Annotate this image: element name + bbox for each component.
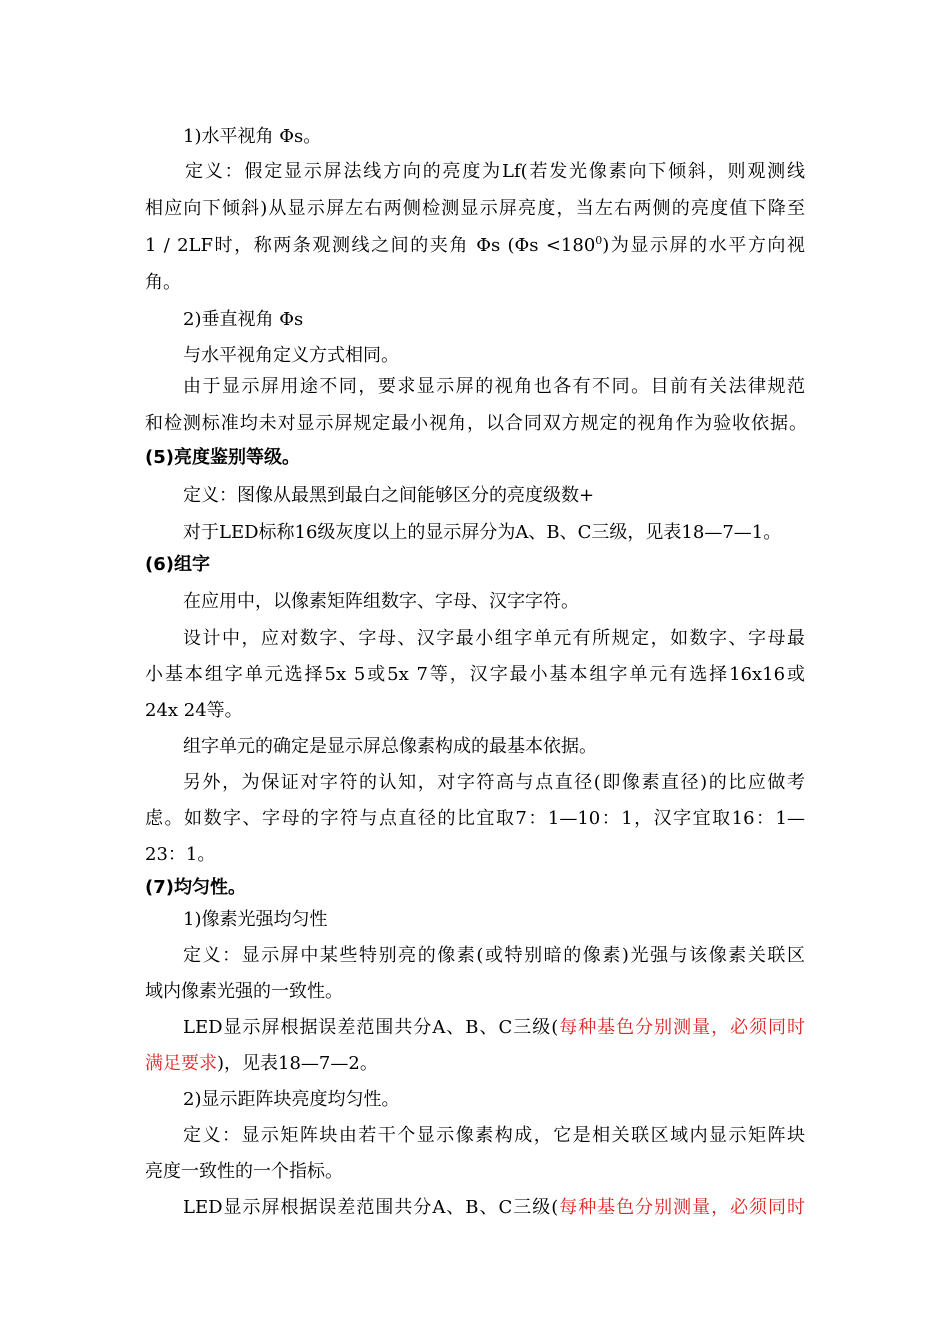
paragraph-line — [183, 1196, 805, 1220]
paragraph-line: 虑。如数字、字母的字符与点直径的比宜取7：1—10：1，汉字宜取16：1— — [145, 808, 805, 829]
paragraph-line: 1)像素光强均匀性 — [183, 909, 328, 930]
line-text: )为显示屏的水平方向视 — [602, 235, 805, 256]
section-heading: (7)均匀性。 — [145, 877, 246, 898]
paragraph-line: 设计中，应对数字、字母、汉字最小组字单元有所规定，如数字、字母最 — [183, 628, 805, 649]
paragraph-line: 1)水平视角 Φs。 — [183, 126, 322, 147]
paragraph-line: 与水平视角定义方式相同。 — [183, 345, 399, 366]
paragraph-line: 域内像素光强的一致性。 — [145, 981, 343, 1002]
paragraph-line: 另外，为保证对字符的认知，对字符高与点直径(即像素直径)的比应做考 — [183, 772, 805, 793]
line-text: 1 / 2LF时，称两条观测线之间的夹角 Φs (Φs <180 — [145, 235, 596, 256]
paragraph-line — [183, 1016, 805, 1040]
paragraph-line: 亮度一致性的一个指标。 — [145, 1161, 343, 1182]
section-heading: (6)组字 — [145, 554, 210, 575]
paragraph-line: 定义：假定显示屏法线方向的亮度为Lf(若发光像素向下倾斜，则观测线 — [185, 161, 805, 182]
paragraph-line: 2)垂直视角 Φs — [183, 309, 304, 330]
highlight-text: 每种基色分别测量，必须同时 — [558, 1017, 806, 1038]
paragraph-line: 组字单元的确定是显示屏总像素构成的最基本依据。 — [183, 736, 597, 757]
degree-superscript: 0 — [595, 234, 603, 247]
paragraph-line: 相应向下倾斜)从显示屏左右两侧检测显示屏亮度，当左右两侧的亮度值下降至 — [145, 198, 805, 219]
paragraph-line: 24x 24等。 — [145, 700, 243, 721]
line-text: LED显示屏根据误差范围共分A、B、C三级( — [183, 1017, 559, 1038]
paragraph-line: 2)显示距阵块亮度均匀性。 — [183, 1089, 400, 1110]
line-text: LED显示屏根据误差范围共分A、B、C三级( — [183, 1197, 559, 1218]
highlight-text: 每种基色分别测量，必须同时 — [558, 1197, 806, 1218]
paragraph-line: 23：1。 — [145, 844, 216, 865]
paragraph-line — [145, 234, 805, 258]
paragraph-line: 由于显示屏用途不同，要求显示屏的视角也各有不同。目前有关法律规范 — [183, 376, 805, 397]
section-heading: (5)亮度鉴别等级。 — [145, 447, 300, 468]
paragraph-line: 小基本组字单元选择5x 5或5x 7等，汉字最小基本组字单元有选择16x16或 — [145, 664, 805, 685]
paragraph-line: 对于LED标称16级灰度以上的显示屏分为A、B、C三级，见表18—7—1。 — [183, 522, 782, 543]
highlight-text: 满足要求 — [145, 1053, 217, 1074]
line-text: )，见表18—7—2。 — [217, 1053, 378, 1074]
paragraph-line: 定义：图像从最黑到最白之间能够区分的亮度级数+ — [183, 485, 595, 506]
paragraph-line: 定义：显示屏中某些特别亮的像素(或特别暗的像素)光强与该像素关联区 — [183, 945, 805, 966]
paragraph-line: 在应用中，以像素矩阵组数字、字母、汉字字符。 — [183, 591, 579, 612]
paragraph-line: 定义：显示矩阵块由若干个显示像素构成，它是相关联区域内显示矩阵块 — [183, 1125, 805, 1146]
paragraph-line — [145, 1052, 378, 1076]
paragraph-line: 和检测标准均未对显示屏规定最小视角，以合同双方规定的视角作为验收依据。 — [145, 413, 807, 434]
paragraph-line: 角。 — [145, 272, 181, 293]
